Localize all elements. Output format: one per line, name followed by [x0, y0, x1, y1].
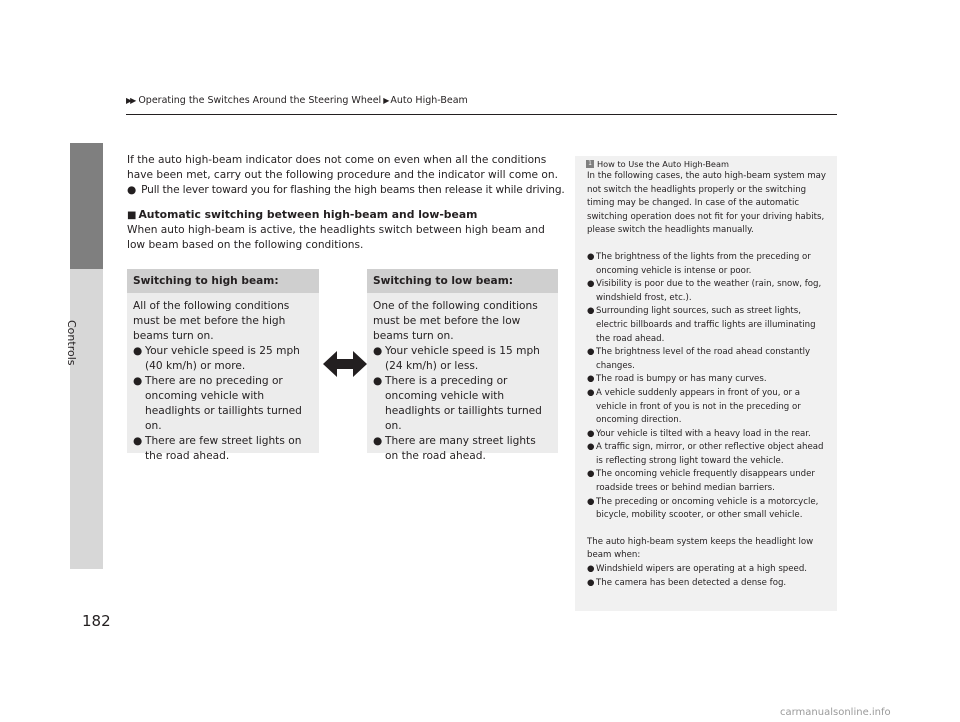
low-beam-lead: One of the following conditions must be met before the low beams turn on. — [373, 300, 538, 342]
bullet-icon: ● — [587, 279, 595, 290]
bullet-icon: ● — [133, 435, 143, 447]
intro-bullet: ● Pull the lever toward you for flashing the high beams then release it while driving. — [127, 184, 565, 196]
intro-text: If the auto high-beam indicator does not come on even when all the conditions have been met, carry out the following procedure and the indicator will come on. — [127, 154, 558, 181]
bullet-icon: ● — [587, 564, 595, 575]
list-item: ● Surrounding light sources, such as street lights, electric billboards and traffic lights are illuminating the road ahead. — [587, 305, 829, 346]
list-item: ● A traffic sign, mirror, or other reflective object ahead is reflecting strong light toward the vehicle. — [587, 441, 829, 468]
bullet-icon: ● — [373, 375, 383, 387]
note-marker-icon: 1 — [586, 160, 594, 168]
note-intro: In the following cases, the auto high-beam system may not switch the headlights properly or the switching timing may be changed. In case of the automatic switching operation does not fit for your driving habits, please switch the headlights manually. — [587, 171, 826, 236]
sidebar-note — [575, 156, 837, 611]
list-item: ● There is a preceding or oncoming vehicle with headlights or taillights turned on. — [373, 375, 542, 432]
bullet-icon: ● — [587, 374, 595, 385]
list-item: ● Your vehicle is tilted with a heavy load in the rear. — [587, 428, 829, 442]
note-low-text: The auto high-beam system keeps the headlight low beam when: — [587, 536, 814, 561]
breadcrumb-part-2: Auto High-Beam — [390, 95, 468, 106]
high-beam-lead: All of the following conditions must be met before the high beams turn on. — [133, 300, 290, 342]
list-item: ● A vehicle suddenly appears in front of you, or a vehicle in front of you is not in the preceding or oncoming direction. — [587, 387, 829, 428]
chapter-tab-lower — [70, 269, 103, 569]
list-item: ● The oncoming vehicle frequently disappears under roadside trees or behind median barriers. — [587, 468, 829, 495]
main-content — [127, 153, 565, 253]
page-number: 182 — [82, 612, 111, 630]
bullet-icon: ● — [127, 184, 137, 196]
high-beam-title: Switching to high beam: — [127, 269, 319, 293]
low-beam-title: Switching to low beam: — [367, 269, 558, 293]
list-item: ● Your vehicle speed is 15 mph (24 km/h) or less. — [373, 345, 540, 372]
low-beam-body — [367, 293, 558, 472]
list-item: ● Your vehicle speed is 25 mph (40 km/h) or more. — [133, 345, 300, 372]
double-arrow-icon — [323, 349, 367, 379]
bullet-icon: ● — [373, 345, 383, 357]
chapter-label: Controls — [65, 320, 78, 366]
list-item: ● The brightness level of the road ahead constantly changes. — [587, 346, 829, 373]
bullet-icon: ● — [587, 469, 595, 480]
list-item: ● The brightness of the lights from the preceding or oncoming vehicle is intense or poor. — [587, 251, 829, 278]
list-item: ● The road is bumpy or has many curves. — [587, 373, 829, 387]
high-beam-box — [127, 269, 319, 462]
breadcrumb-part-1: Operating the Switches Around the Steering Wheel — [138, 95, 382, 106]
bullet-icon: ● — [587, 347, 595, 358]
high-beam-body — [127, 293, 319, 472]
note-body — [575, 169, 837, 590]
bullet-icon: ● — [587, 387, 595, 398]
bullet-icon: ● — [587, 306, 595, 317]
section-square-icon: ■ — [127, 210, 137, 221]
bullet-icon: ● — [587, 428, 595, 439]
chapter-tab — [70, 143, 103, 269]
list-item: ● The preceding or oncoming vehicle is a motorcycle, bicycle, mobility scooter, or other small vehicle. — [587, 496, 829, 523]
section-title: ■ Automatic switching between high-beam and low-beam — [127, 208, 478, 221]
breadcrumb — [126, 95, 468, 106]
breadcrumb-arrow-icon: ▶ — [383, 96, 388, 105]
section-text: When auto high-beam is active, the headlights switch between high beam and low beam based on the following conditions. — [127, 224, 545, 251]
list-item: ● The camera has been detected a dense fog. — [587, 577, 829, 591]
bullet-icon: ● — [587, 577, 595, 588]
list-item: ● Windshield wipers are operating at a high speed. — [587, 563, 829, 577]
list-item: ● There are many street lights on the road ahead. — [373, 435, 536, 462]
list-item: ● Visibility is poor due to the weather (rain, snow, fog, windshield frost, etc.). — [587, 278, 829, 305]
header-rule — [126, 114, 837, 115]
bullet-icon: ● — [373, 435, 383, 447]
note-heading: 1 How to Use the Auto High-Beam — [575, 156, 837, 169]
footer-watermark: carmanualsonline.info — [780, 707, 891, 718]
list-item: ● There are few street lights on the road ahead. — [133, 435, 302, 462]
bullet-icon: ● — [587, 251, 595, 262]
bullet-icon: ● — [133, 375, 143, 387]
bullet-icon: ● — [133, 345, 143, 357]
bullet-icon: ● — [587, 442, 595, 453]
low-beam-box — [367, 269, 558, 462]
list-item: ● There are no preceding or oncoming vehicle with headlights or taillights turned on. — [133, 375, 302, 432]
bullet-icon: ● — [587, 496, 595, 507]
breadcrumb-arrow-icon: ▶▶ — [126, 96, 135, 105]
